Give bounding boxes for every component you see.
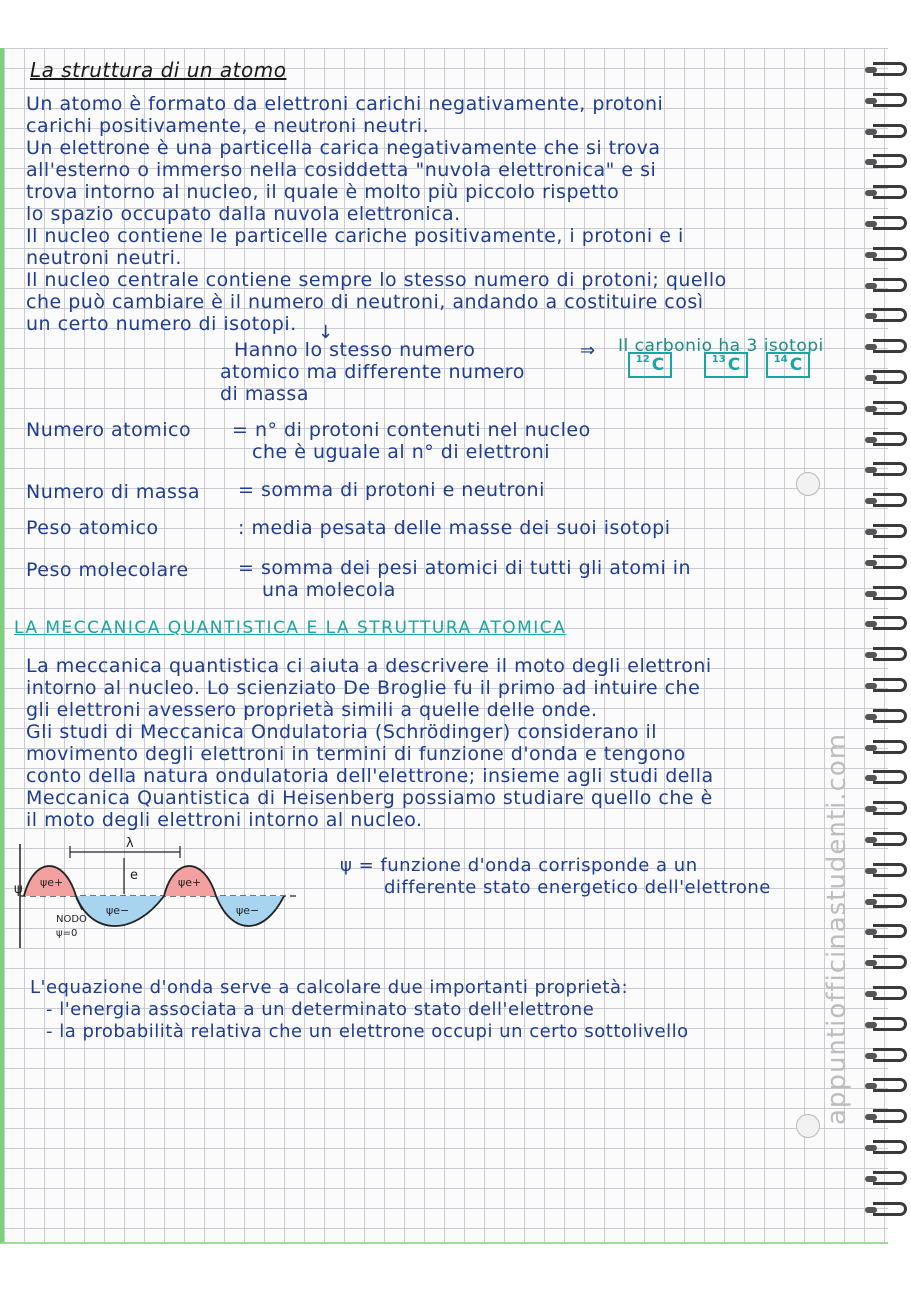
spiral-coil: [873, 462, 907, 476]
list-item: - la probabilità relativa che un elettrone occupi un certo sottolivello: [46, 1021, 689, 1042]
definition-term: Numero di massa: [26, 481, 200, 503]
definition-text: : media pesata delle masse dei suoi isotopi: [238, 517, 671, 539]
negative-lobe-label: ψe−: [106, 904, 130, 917]
punch-hole: [796, 472, 820, 496]
spiral-coil: [873, 586, 907, 600]
down-arrow-icon: ↓: [318, 322, 334, 343]
list-item: - l'energia associata a un determinato stato dell'elettrone: [46, 999, 595, 1020]
spiral-coil: [873, 432, 907, 446]
spiral-coil: [873, 955, 907, 969]
psi-definition-line: differente stato energetico dell'elettrone: [384, 877, 771, 898]
spiral-coil: [873, 1171, 907, 1185]
watermark: appuntiofficinastudenti.com: [822, 732, 852, 1125]
spiral-coil: [873, 740, 907, 754]
spiral-coil: [873, 801, 907, 815]
text-line: neutroni neutri.: [26, 247, 182, 269]
definition-text: = n° di protoni contenuti nel nucleo: [232, 419, 591, 441]
text-line: L'equazione d'onda serve a calcolare due importanti proprietà:: [30, 977, 629, 998]
spiral-coil: [873, 555, 907, 569]
spiral-coil: [873, 401, 907, 415]
spiral-coil: [873, 278, 907, 292]
carbon-note: Il carbonio ha 3 isotopi: [618, 336, 824, 356]
spiral-coil: [873, 1017, 907, 1031]
isotope-note-line: atomico ma differente numero: [220, 361, 525, 383]
spiral-coil: [873, 93, 907, 107]
isotope-note-line: di massa: [220, 383, 309, 405]
definition-term: Numero atomico: [26, 419, 192, 441]
definition-term: Peso molecolare: [26, 559, 189, 581]
spiral-coil: [873, 62, 907, 76]
spiral-coil: [873, 1140, 907, 1154]
spiral-coil: [873, 616, 907, 630]
text-line: intorno al nucleo. Lo scienziato De Broglie fu il primo ad intuire che: [26, 677, 701, 699]
carbon-isotope-12: 12 C: [628, 352, 672, 378]
text-line: movimento degli elettroni in termini di funzione d'onda e tengono: [26, 743, 686, 765]
definition-text: una molecola: [262, 579, 396, 601]
spiral-coil: [873, 154, 907, 168]
spiral-coil: [873, 1078, 907, 1092]
text-line: il moto degli elettroni intorno al nucleo.: [26, 809, 423, 831]
spiral-coil: [873, 924, 907, 938]
spiral-coil: [873, 832, 907, 846]
section-heading: LA MECCANICA QUANTISTICA E LA STRUTTURA ATOMICA: [14, 618, 567, 638]
text-line: Un atomo è formato da elettroni carichi negativamente, protoni: [26, 93, 664, 115]
text-line: lo spazio occupato dalla nuvola elettronica.: [26, 203, 461, 225]
psi-label: ψ: [14, 882, 23, 897]
carbon-isotope-14: 14 C: [766, 352, 810, 378]
isotope-note-line: Hanno lo stesso numero: [234, 339, 476, 361]
text-line: conto della natura ondulatoria dell'elettrone; insieme agli studi della: [26, 765, 714, 787]
text-line: Il nucleo centrale contiene sempre lo stesso numero di protoni; quello: [26, 269, 727, 291]
spiral-coil: [873, 1202, 907, 1216]
spiral-coil: [873, 1109, 907, 1123]
spiral-coil: [873, 986, 907, 1000]
wave-function-diagram: [14, 836, 304, 956]
spiral-coil: [873, 124, 907, 138]
spiral-coil: [873, 1048, 907, 1062]
spiral-coil: [873, 216, 907, 230]
spiral-coil: [873, 647, 907, 661]
spiral-coil: [873, 678, 907, 692]
definition-term: Peso atomico: [26, 517, 159, 539]
text-line: Meccanica Quantistica di Heisenberg possiamo studiare quello che è: [26, 787, 713, 809]
implies-arrow-icon: ⇒: [580, 340, 596, 361]
spiral-coil: [873, 339, 907, 353]
text-line: Gli studi di Meccanica Ondulatoria (Schrödinger) considerano il: [26, 721, 658, 743]
carbon-isotope-13: 13 C: [704, 352, 748, 378]
text-line: La meccanica quantistica ci aiuta a descrivere il moto degli elettroni: [26, 655, 712, 677]
text-line: carichi positivamente, e neutroni neutri.: [26, 115, 430, 137]
positive-lobe-label: ψe+: [40, 876, 64, 889]
definition-text: = somma dei pesi atomici di tutti gli atomi in: [238, 557, 692, 579]
text-line: gli elettroni avessero proprietà simili a quelle delle onde.: [26, 699, 598, 721]
punch-hole: [796, 1114, 820, 1138]
text-line: che può cambiare è il numero di neutroni, andando a costituire così: [26, 291, 704, 313]
spiral-coil: [873, 863, 907, 877]
text-line: Il nucleo contiene le particelle cariche positivamente, i protoni e i: [26, 225, 684, 247]
spiral-coil: [873, 308, 907, 322]
psi-definition-line: ψ = funzione d'onda corrisponde a un: [340, 855, 698, 876]
spiral-coil: [873, 370, 907, 384]
positive-lobe-label: ψe+: [178, 876, 202, 889]
spiral-coil: [873, 770, 907, 784]
spiral-coil: [873, 493, 907, 507]
node-label: NODO: [56, 914, 87, 925]
spiral-coil: [873, 894, 907, 908]
text-line: un certo numero di isotopi.: [26, 313, 297, 335]
lambda-label: λ: [126, 836, 134, 851]
text-line: trova intorno al nucleo, il quale è molto più piccolo rispetto: [26, 181, 620, 203]
amplitude-label: e: [130, 868, 138, 883]
spiral-binding: [873, 62, 909, 1232]
node-value-label: ψ=0: [56, 928, 78, 939]
page-title: La struttura di un atomo: [30, 58, 287, 82]
spiral-coil: [873, 709, 907, 723]
text-line: all'esterno o immerso nella cosiddetta "nuvola elettronica" e si: [26, 159, 657, 181]
text-line: Un elettrone è una particella carica negativamente che si trova: [26, 137, 661, 159]
spiral-coil: [873, 524, 907, 538]
definition-text: = somma di protoni e neutroni: [238, 479, 545, 501]
negative-lobe-label: ψe−: [236, 904, 260, 917]
spiral-coil: [873, 185, 907, 199]
spiral-coil: [873, 247, 907, 261]
definition-text: che è uguale al n° di elettroni: [252, 441, 551, 463]
